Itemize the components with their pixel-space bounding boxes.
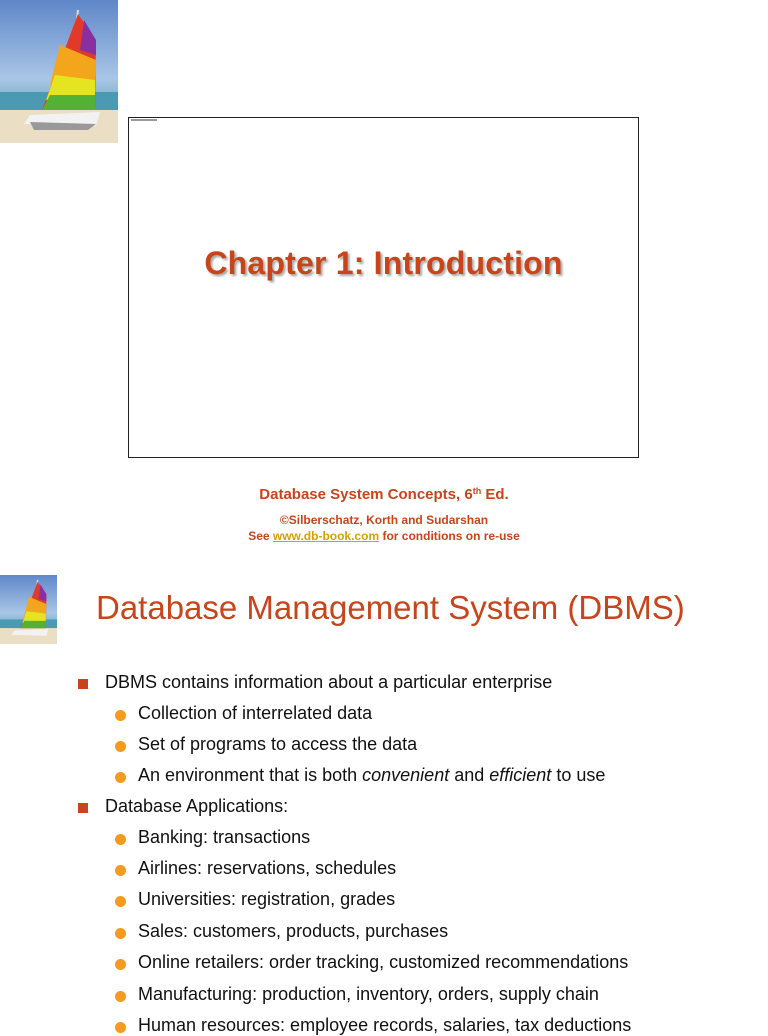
- sub-bullet: Online retailers: order tracking, customized recommendations: [138, 952, 629, 972]
- round-bullet-icon: [115, 710, 126, 721]
- sub-bullet-text: and: [449, 765, 490, 785]
- emphasis-efficient: efficient: [489, 765, 552, 785]
- round-bullet-icon: [115, 959, 126, 970]
- sailboat-logo-icon: [0, 575, 57, 644]
- round-bullet-icon: [115, 865, 126, 876]
- sub-bullet: Airlines: reservations, schedules: [138, 858, 397, 878]
- db-book-link[interactable]: www.db-book.com: [272, 529, 380, 543]
- square-bullet-icon: [78, 803, 88, 813]
- sub-bullet: Human resources: employee records, salaries, tax deductions: [138, 1015, 632, 1035]
- sub-bullet-text: An environment that is both: [138, 765, 363, 785]
- dbms-slide: [0, 560, 768, 1035]
- sub-bullet: Manufacturing: production, inventory, orders, supply chain: [138, 984, 599, 1004]
- title-frame: [128, 117, 639, 458]
- emphasis-convenient: convenient: [362, 765, 450, 785]
- reuse-line: [0, 529, 768, 543]
- round-bullet-icon: [115, 1022, 126, 1033]
- book-title-sup: th: [472, 486, 482, 496]
- chapter-title: Chapter 1: Introduction: [204, 245, 563, 281]
- book-title-text: Database System Concepts, 6: [259, 486, 473, 503]
- reuse-suffix: for conditions on re-use: [379, 529, 520, 543]
- bullet-applications: Database Applications:: [105, 796, 289, 816]
- round-bullet-icon: [115, 991, 126, 1002]
- sub-bullet: [138, 765, 605, 786]
- sub-bullet: Collection of interrelated data: [138, 703, 373, 723]
- sub-bullet: Universities: registration, grades: [138, 889, 396, 909]
- copyright-line: ©Silberschatz, Korth and Sudarshan: [279, 513, 489, 527]
- round-bullet-icon: [115, 834, 126, 845]
- sailboat-logo-icon: [0, 0, 118, 143]
- sub-bullet: Banking: transactions: [138, 827, 311, 847]
- book-title-suffix: Ed.: [481, 486, 509, 503]
- sub-bullet-text: to use: [551, 765, 606, 785]
- round-bullet-icon: [115, 772, 126, 783]
- sub-bullet: Sales: customers, products, purchases: [138, 921, 449, 941]
- slide-title: Database Management System (DBMS): [96, 589, 685, 626]
- square-bullet-icon: [78, 679, 88, 689]
- frame-mark: [131, 119, 157, 121]
- round-bullet-icon: [115, 896, 126, 907]
- round-bullet-icon: [115, 741, 126, 752]
- sub-bullet: Set of programs to access the data: [138, 734, 418, 754]
- book-title: [0, 486, 768, 503]
- round-bullet-icon: [115, 928, 126, 939]
- bullet-dbms: DBMS contains information about a particular enterprise: [105, 672, 553, 692]
- reuse-prefix: See: [248, 529, 273, 543]
